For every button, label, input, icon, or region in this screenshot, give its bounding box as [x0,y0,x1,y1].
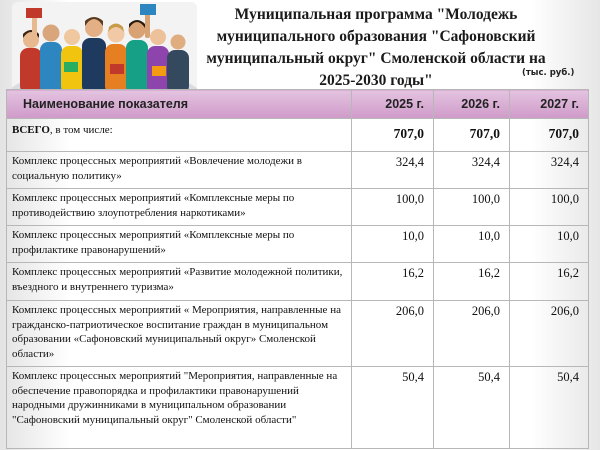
row-name: Комплекс процессных мероприятий «Комплексные меры по противодействию злоупотребления наркотиками» [7,189,352,226]
total-label [7,119,352,152]
title-line-3: муниципальный округ" Смоленской области на [206,50,546,67]
row-value-2025: 16,2 [352,263,434,301]
total-2027: 707,0 [510,119,589,152]
table-header-row [7,90,589,119]
total-2026: 707,0 [434,119,510,152]
row-value-2025: 50,4 [352,367,434,449]
header-name: Наименование показателя [7,90,352,119]
row-value-2025: 324,4 [352,152,434,189]
title-line-1: Муниципальная программа "Молодежь [234,6,518,23]
row-value-2026: 100,0 [434,189,510,226]
row-name: Комплекс процессных мероприятий "Мероприятия, направленные на обеспечение правопорядка и профилактики правонарушений народными дружинниками в муниципальном образовании "Сафоновский муниципальный округ" Смоленской области" [7,367,352,449]
row-name: Комплекс процессных мероприятий «Вовлечение молодежи в социальную политику» [7,152,352,189]
row-value-2027: 324,4 [510,152,589,189]
row-value-2027: 16,2 [510,263,589,301]
students-illustration [12,2,197,94]
row-name: Комплекс процессных мероприятий «Развитие молодежной политики, въездного и внутреннего туризма» [7,263,352,301]
table-row [7,301,589,367]
table-row-total [7,119,589,152]
total-label-rest: , в том числе: [49,124,113,136]
total-label-bold: ВСЕГО [12,124,50,136]
table-row [7,226,589,263]
row-value-2026: 324,4 [434,152,510,189]
row-value-2025: 100,0 [352,189,434,226]
page-title [196,4,556,92]
row-value-2027: 100,0 [510,189,589,226]
table-row [7,152,589,189]
title-line-4: 2025-2030 годы" [319,72,433,89]
table-row [7,367,589,449]
header-2027: 2027 г. [510,90,589,119]
title-line-2: муниципального образования "Сафоновский [216,28,536,45]
units-label: (тыс. руб.) [522,68,575,78]
row-value-2027: 206,0 [510,301,589,367]
budget-table [6,89,589,449]
students-photo [12,2,197,94]
row-name: Комплекс процессных мероприятий « Мероприятия, направленные на гражданско-патриотическое воспитание граждан в муниципальном образовании «Сафоновский муниципальный округ» Смоленской области» [7,301,352,367]
row-value-2025: 206,0 [352,301,434,367]
row-value-2026: 206,0 [434,301,510,367]
row-value-2026: 10,0 [434,226,510,263]
row-value-2027: 50,4 [510,367,589,449]
total-2025: 707,0 [352,119,434,152]
table-row [7,263,589,301]
row-value-2026: 16,2 [434,263,510,301]
row-name: Комплекс процессных мероприятий «Комплексные меры по профилактике правонарушений» [7,226,352,263]
table-row [7,189,589,226]
header-2026: 2026 г. [434,90,510,119]
row-value-2025: 10,0 [352,226,434,263]
row-value-2027: 10,0 [510,226,589,263]
row-value-2026: 50,4 [434,367,510,449]
header-2025: 2025 г. [352,90,434,119]
